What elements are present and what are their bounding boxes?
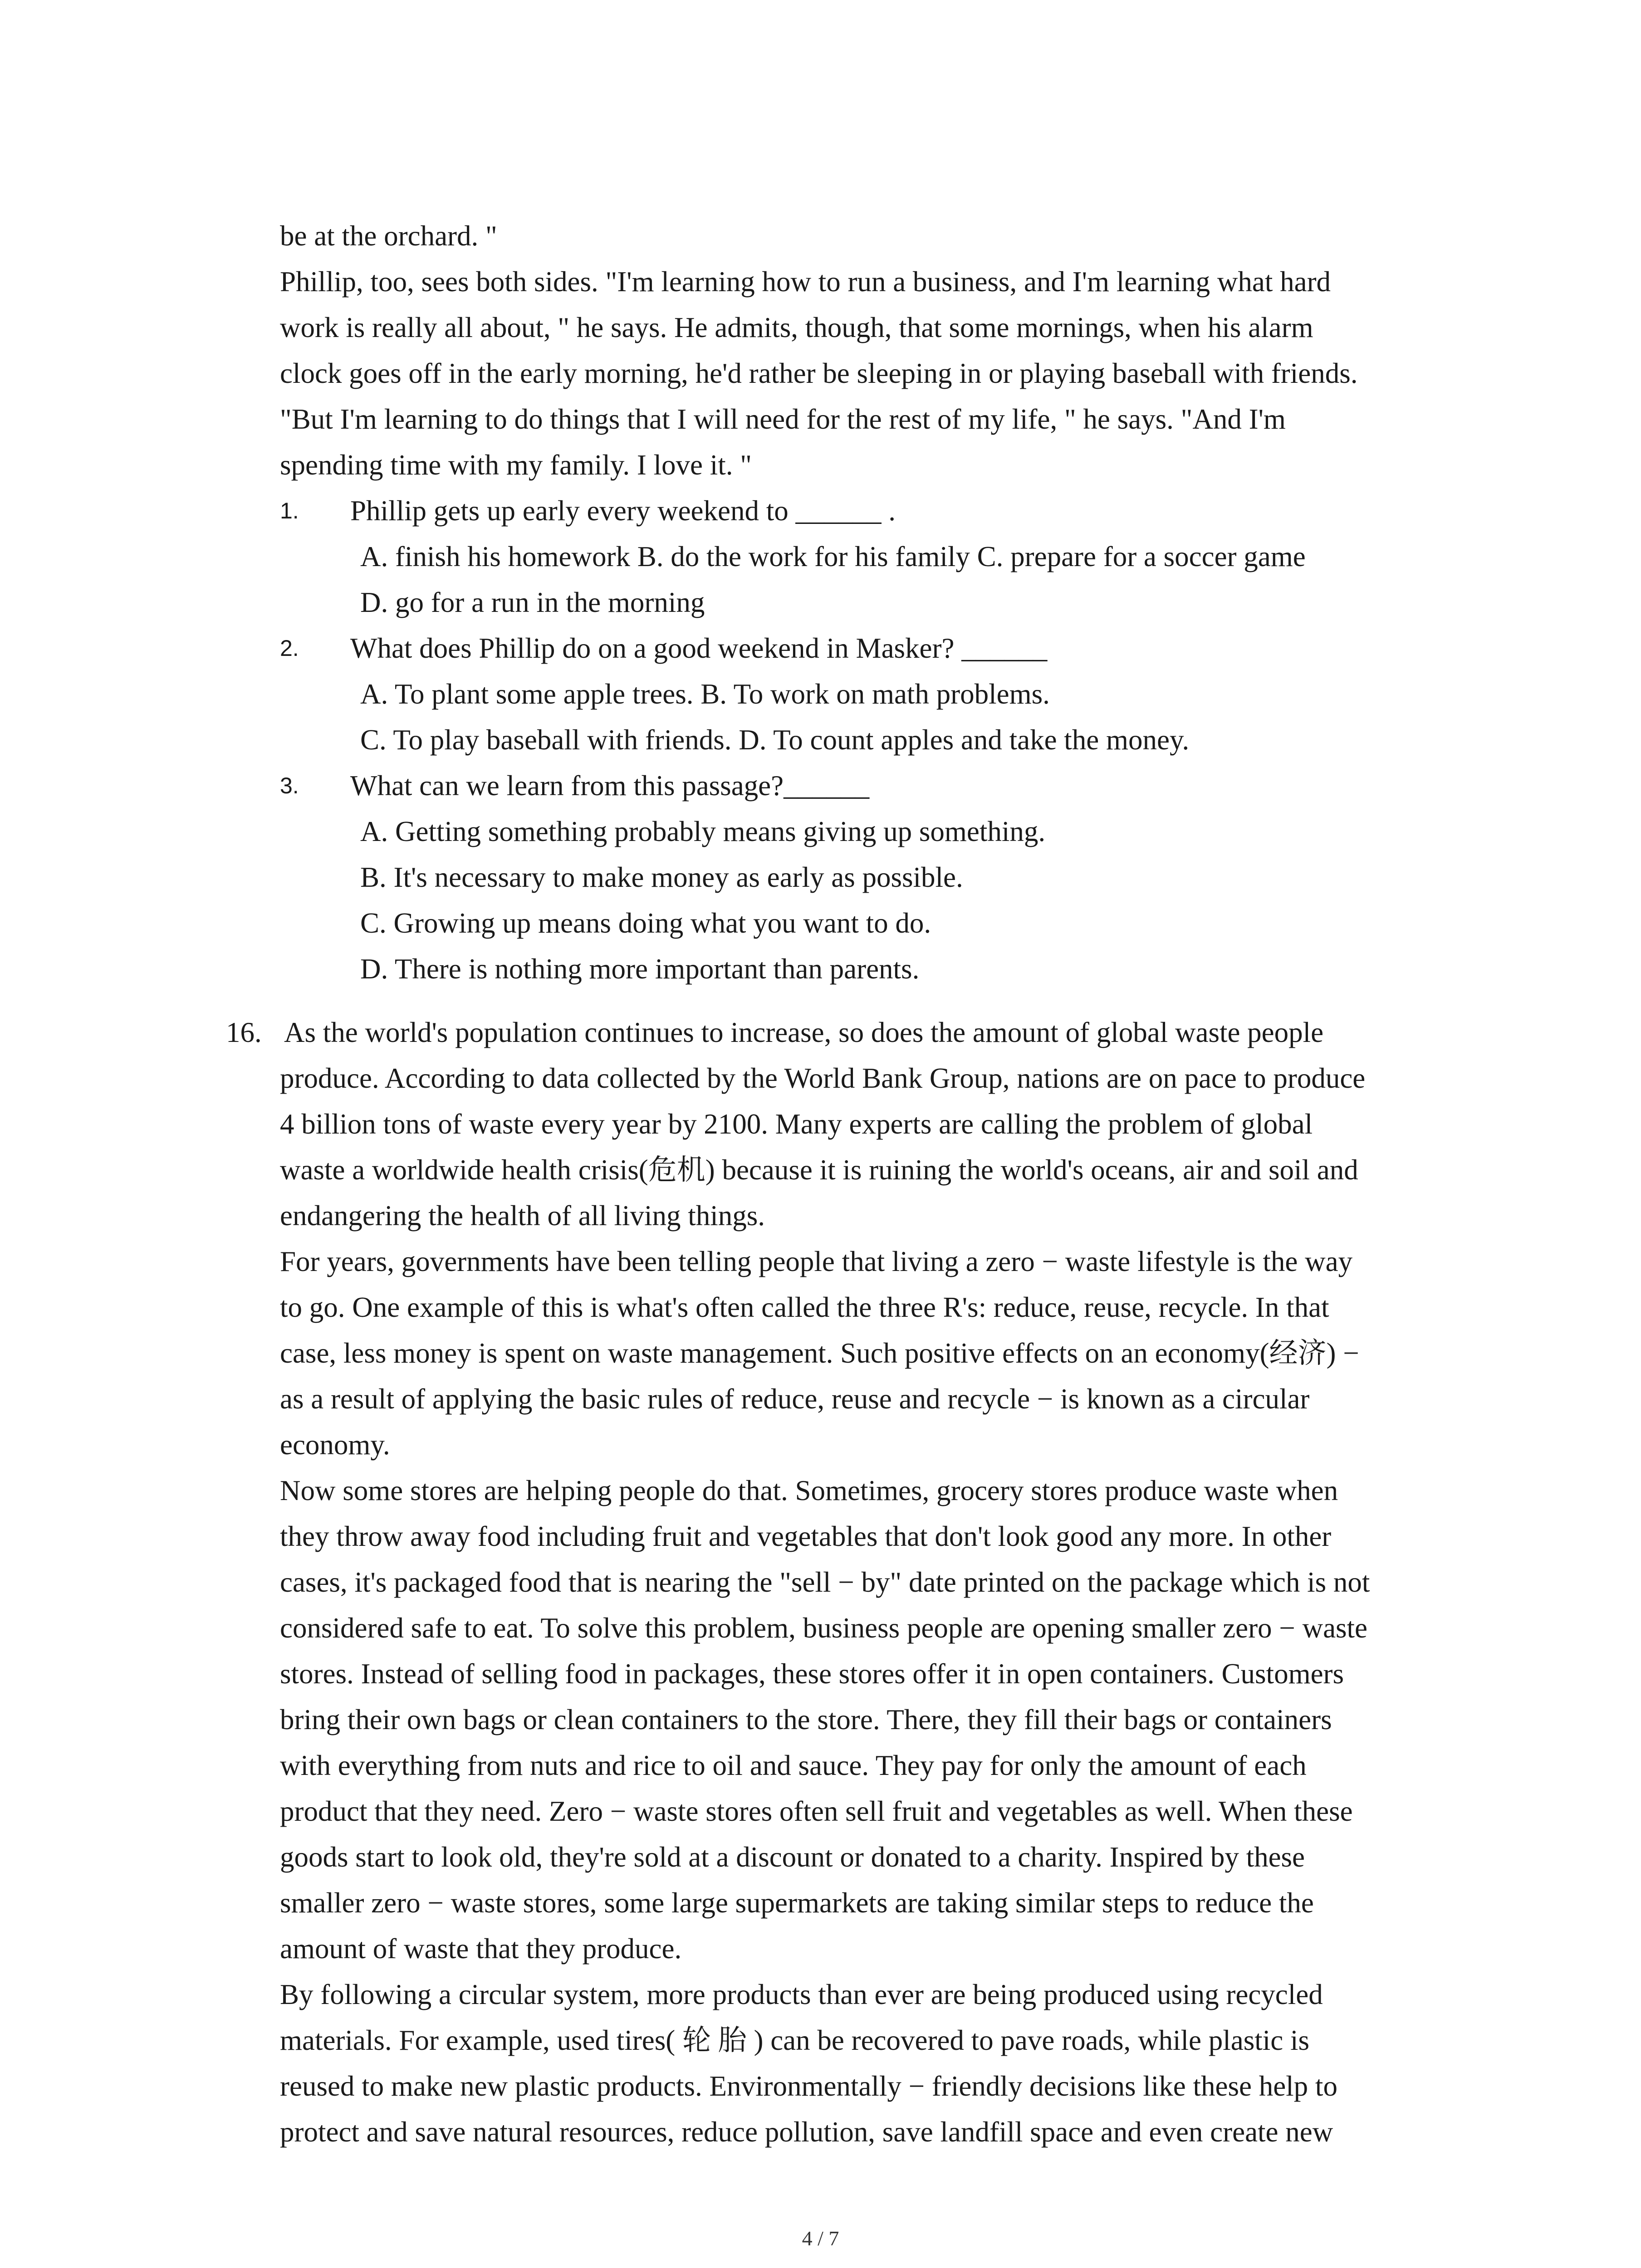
passage-line: bring their own bags or clean containers to the store. There, they fill their bags or containers bbox=[280, 1704, 1332, 1735]
passage-line: as a result of applying the basic rules of reduce, reuse and recycle − is known as a circular bbox=[280, 1383, 1310, 1415]
passage-line: considered safe to eat. To solve this problem, business people are opening smaller zero − waste bbox=[280, 1612, 1368, 1644]
passage-line: product that they need. Zero − waste stores often sell fruit and vegetables as well. When these bbox=[280, 1795, 1353, 1827]
passage-line: stores. Instead of selling food in packages, these stores offer it in open containers. Customers bbox=[280, 1658, 1344, 1690]
question-stem: What does Phillip do on a good weekend in Masker? ______ bbox=[350, 632, 1048, 664]
passage-line: work is really all about, " he says. He admits, though, that some mornings, when his alarm bbox=[280, 312, 1313, 343]
passage-line: goods start to look old, they're sold at a discount or donated to a charity. Inspired by these bbox=[280, 1841, 1305, 1873]
passage-line: Phillip, too, sees both sides. "I'm learning how to run a business, and I'm learning what hard bbox=[280, 266, 1331, 298]
passage-line: amount of waste that they produce. bbox=[280, 1933, 682, 1965]
answer-options: A. finish his homework B. do the work for his family C. prepare for a soccer game bbox=[360, 541, 1306, 572]
passage-line: be at the orchard. " bbox=[280, 220, 497, 252]
passage-line: Now some stores are helping people do that. Sometimes, grocery stores produce waste when bbox=[280, 1475, 1338, 1506]
passage-line: they throw away food including fruit and vegetables that don't look good any more. In other bbox=[280, 1520, 1332, 1552]
passage-line: reused to make new plastic products. Environmentally − friendly decisions like these help to bbox=[280, 2070, 1337, 2102]
passage-number: 16. bbox=[226, 1017, 262, 1048]
passage-line: smaller zero − waste stores, some large supermarkets are taking similar steps to reduce the bbox=[280, 1887, 1314, 1919]
passage-line: economy. bbox=[280, 1429, 390, 1461]
answer-options: D. go for a run in the morning bbox=[360, 587, 705, 618]
passage-line: cases, it's packaged food that is nearing the "sell − by" date printed on the package which is not bbox=[280, 1566, 1370, 1598]
passage-line: For years, governments have been telling people that living a zero − waste lifestyle is the way bbox=[280, 1246, 1353, 1277]
passage-line: spending time with my family. I love it. " bbox=[280, 449, 752, 481]
question-number: 1. bbox=[280, 498, 299, 523]
passage-line: protect and save natural resources, reduce pollution, save landfill space and even create new bbox=[280, 2116, 1333, 2148]
passage-line: As the world's population continues to increase, so does the amount of global waste people bbox=[284, 1017, 1324, 1048]
answer-option: A. Getting something probably means giving up something. bbox=[360, 816, 1046, 847]
answer-option: C. Growing up means doing what you want to do. bbox=[360, 907, 931, 939]
passage-line: produce. According to data collected by the World Bank Group, nations are on pace to produce bbox=[280, 1062, 1366, 1094]
passage-line: materials. For example, used tires( 轮 胎 ) can be recovered to pave roads, while plastic is bbox=[280, 2024, 1309, 2056]
answer-options: A. To plant some apple trees. B. To work on math problems. bbox=[360, 678, 1050, 710]
question-stem: What can we learn from this passage?______ bbox=[350, 770, 870, 802]
page-number: 4 / 7 bbox=[802, 2227, 839, 2250]
passage-line: case, less money is spent on waste management. Such positive effects on an economy(经济) − bbox=[280, 1337, 1359, 1369]
answer-options: C. To play baseball with friends. D. To count apples and take the money. bbox=[360, 724, 1190, 756]
passage-line: with everything from nuts and rice to oil and sauce. They pay for only the amount of each bbox=[280, 1750, 1307, 1781]
question-stem: Phillip gets up early every weekend to ______ . bbox=[350, 495, 896, 527]
passage-line: 4 billion tons of waste every year by 2100. Many experts are calling the problem of global bbox=[280, 1108, 1313, 1140]
passage-line: "But I'm learning to do things that I will need for the rest of my life, " he says. "And I'm bbox=[280, 403, 1286, 435]
answer-option: B. It's necessary to make money as early as possible. bbox=[360, 861, 963, 893]
passage-line: waste a worldwide health crisis(危机) because it is ruining the world's oceans, air and soil and bbox=[280, 1154, 1358, 1186]
passage-line: endangering the health of all living things. bbox=[280, 1200, 765, 1232]
question-number: 2. bbox=[280, 635, 299, 661]
passage-line: to go. One example of this is what's often called the three R's: reduce, reuse, recycle. In that bbox=[280, 1291, 1329, 1323]
answer-option: D. There is nothing more important than parents. bbox=[360, 953, 920, 985]
passage-line: clock goes off in the early morning, he'd rather be sleeping in or playing baseball with friends. bbox=[280, 357, 1358, 389]
question-number: 3. bbox=[280, 773, 299, 798]
passage-line: By following a circular system, more products than ever are being produced using recycled bbox=[280, 1979, 1323, 2010]
